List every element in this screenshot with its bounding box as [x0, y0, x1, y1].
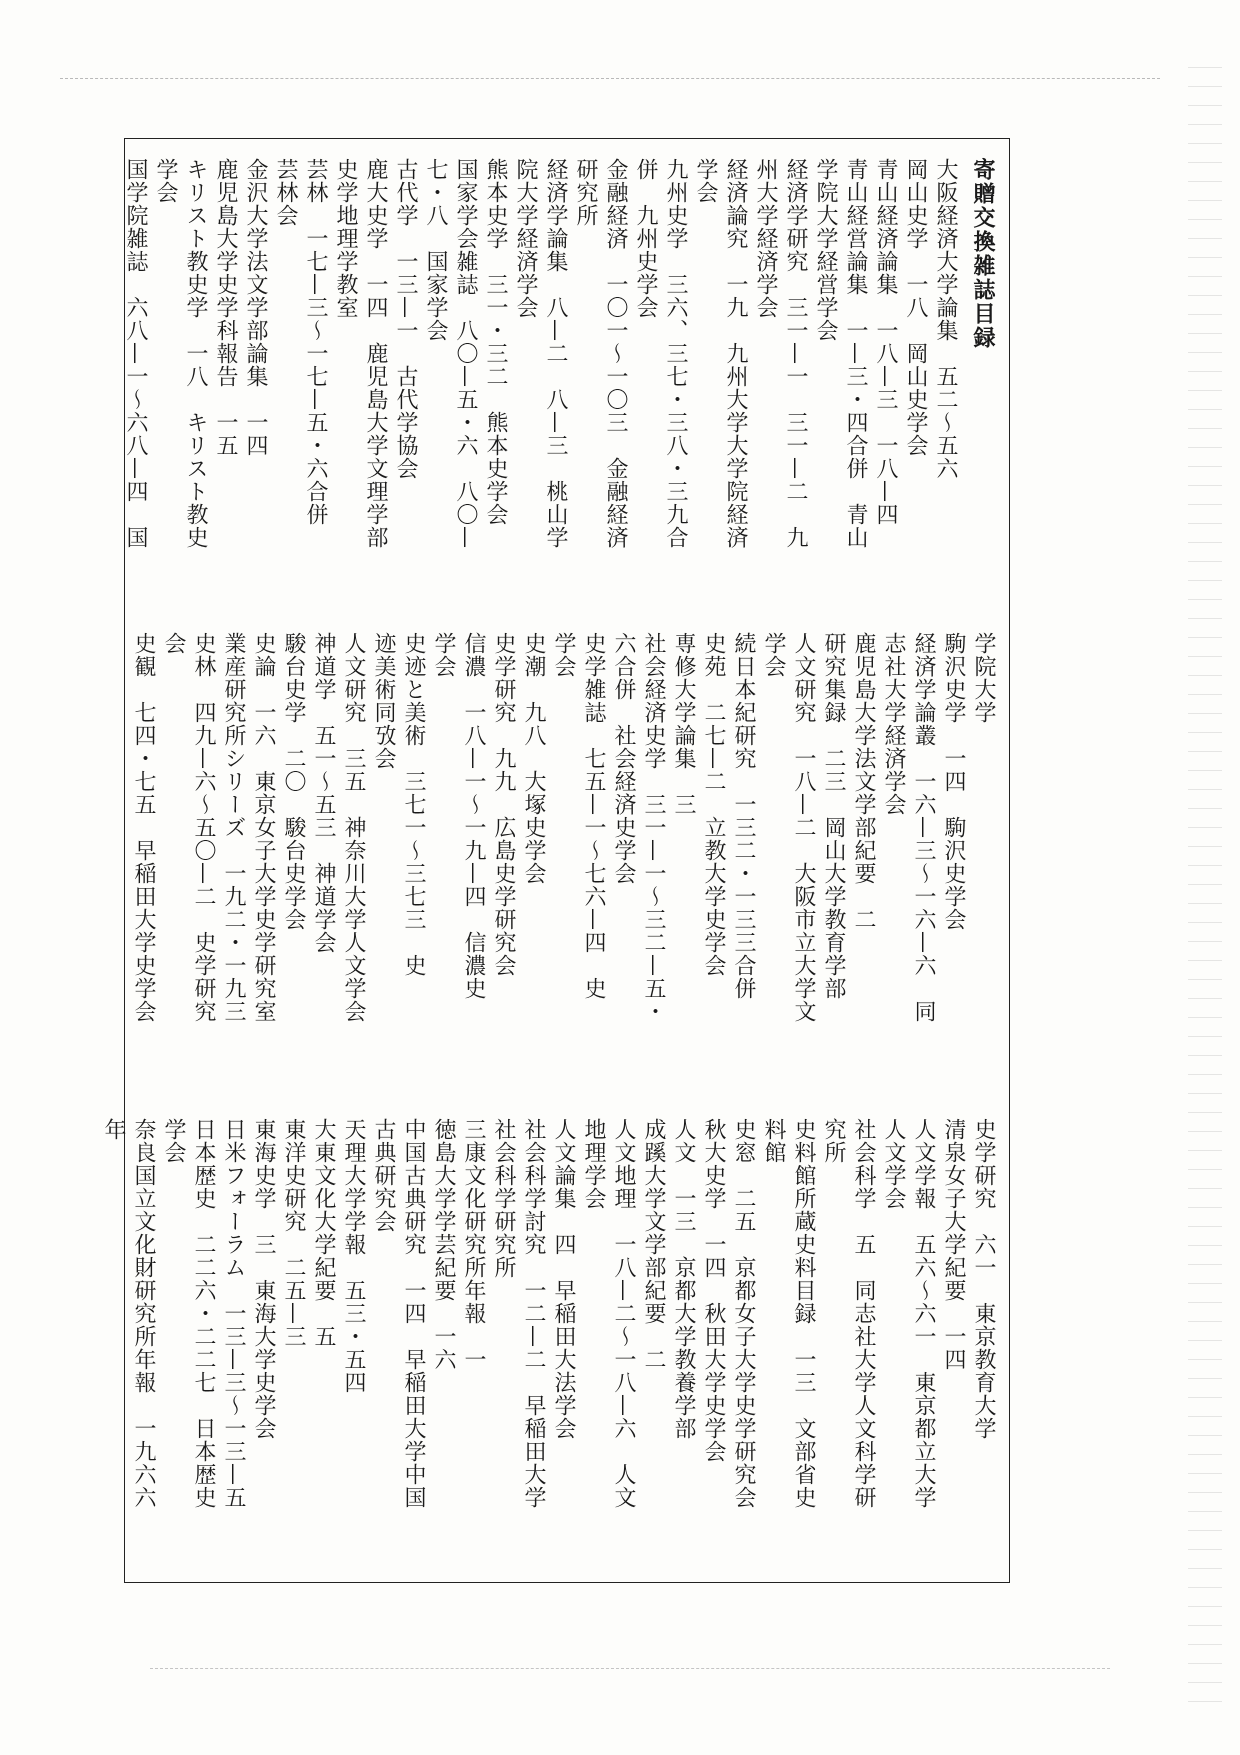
catalog-entry-line: 史苑 二七—二 立教大学史学会	[701, 632, 726, 977]
catalog-entry-line: 学会	[153, 158, 178, 204]
catalog-entry-line: 人文 一三 京都大学教養学部	[671, 1118, 696, 1440]
catalog-entry-line: 六合併 社会経済史学会	[611, 632, 636, 885]
catalog-section-2	[131, 632, 998, 1077]
catalog-entry-line: 古典研究会	[371, 1118, 396, 1233]
catalog-entry-line: 経済論究 一九 九州大学大学院経済	[723, 158, 748, 549]
catalog-entry-line: 国学院雑誌 六八—一〜六八—四 国	[123, 158, 148, 549]
catalog-entry-line: 三康文化研究所年報 一	[461, 1118, 486, 1371]
catalog-entry-line: 学会	[431, 632, 456, 678]
catalog-entry-line: 鹿児島大学史学科報告 一五	[213, 158, 238, 457]
catalog-entry-line: 鹿児島大学法文学部紀要 二	[851, 632, 876, 931]
catalog-entry-line: 年	[101, 1118, 126, 1141]
catalog-entry-line: 神道学 五一〜五三 神道学会	[311, 632, 336, 954]
catalog-entry-line: 人文研究 一八—二 大阪市立大学文	[791, 632, 816, 1023]
catalog-entry-line: 金融経済 一〇一〜一〇三 金融経済	[603, 158, 628, 549]
scan-edge-right	[1188, 60, 1222, 1720]
catalog-entry-line: 芸林 一七—三〜一七—五・六合併	[303, 158, 328, 526]
catalog-section-1	[123, 158, 998, 598]
page-title: 寄贈交換雑誌目録	[970, 158, 996, 350]
catalog-entry-line: 史窓 二五 京都女子大学史学研究会	[731, 1118, 756, 1509]
catalog-entry-line: 志社大学経済学会	[881, 632, 906, 816]
catalog-entry-line: 芸林会	[273, 158, 298, 227]
catalog-entry-line: 経済学論集 八—二 八—三 桃山学	[543, 158, 568, 549]
catalog-entry-line: 熊本史学 三一・三二 熊本史学会	[483, 158, 508, 526]
catalog-entry-line: 史料館所蔵史料目録 一三 文部省史	[791, 1118, 816, 1509]
catalog-entry-line: 続日本紀研究 一三二・一三三合併	[731, 632, 756, 1000]
catalog-entry-line: 日米フォーラム 一三—三〜一三—五	[221, 1118, 246, 1509]
catalog-entry-line: 徳島大学学芸紀要 一六	[431, 1118, 456, 1371]
catalog-entry-line: 併 九州史学会	[633, 158, 658, 319]
catalog-entry-line: 社会科学 五 同志社大学人文科学研	[851, 1118, 876, 1509]
catalog-entry-line: 学会	[551, 632, 576, 678]
catalog-entry-line: 学会	[693, 158, 718, 204]
catalog-entry-line: 社会科学研究所	[491, 1118, 516, 1279]
catalog-entry-line: 清泉女子大学紀要 一四	[941, 1118, 966, 1371]
catalog-entry-line: 古代学 一三—一 古代学協会	[393, 158, 418, 480]
catalog-entry-line: 史学雑誌 七五—一〜七六—四 史	[581, 632, 606, 1000]
catalog-entry-line: 秋大史学 一四 秋田大学史学会	[701, 1118, 726, 1463]
catalog-entry-line: 史観 七四・七五 早稲田大学史学会	[131, 632, 156, 1023]
catalog-entry-line: 七・八 国家学会	[423, 158, 448, 342]
catalog-entry-line: 金沢大学法文学部論集 一四	[243, 158, 268, 457]
catalog-entry-line: 人文学会	[881, 1118, 906, 1210]
catalog-entry-line: 史学研究 六一 東京教育大学	[971, 1118, 996, 1440]
scan-edge-top	[60, 78, 1160, 79]
catalog-entry-line: 料館	[761, 1118, 786, 1164]
scan-edge-bottom	[150, 1668, 1110, 1669]
catalog-entry-line: 業産研究所シリーズ 一九二・一九三	[221, 632, 246, 1023]
catalog-entry-line: 地理学会	[581, 1118, 606, 1210]
catalog-entry-line: 鹿大史学 一四 鹿児島大学文理学部	[363, 158, 388, 549]
catalog-entry-line: 奈良国立文化財研究所年報 一九六六	[131, 1118, 156, 1509]
catalog-entry-line: 迹美術同攷会	[371, 632, 396, 770]
catalog-entry-line: 成蹊大学文学部紀要 二	[641, 1118, 666, 1371]
catalog-entry-line: キリスト教史学 一八 キリスト教史	[183, 158, 208, 549]
catalog-entry-line: 中国古典研究 一四 早稲田大学中国	[401, 1118, 426, 1509]
catalog-entry-line: 人文研究 三五 神奈川大学人文学会	[341, 632, 366, 1023]
catalog-entry-line: 駿台史学 二〇 駿台史学会	[281, 632, 306, 931]
catalog-entry-line: 社会科学討究 一二—二 早稲田大学	[521, 1118, 546, 1509]
catalog-entry-line: 東海史学 三 東海大学史学会	[251, 1118, 276, 1440]
catalog-entry-line: 青山経営論集 一—三・四合併 青山	[843, 158, 868, 549]
catalog-section-3	[101, 1118, 998, 1563]
catalog-entry-line: 史学研究 九九 広島史学研究会	[491, 632, 516, 977]
catalog-entry-line: 大阪経済大学論集 五二〜五六	[933, 158, 958, 480]
catalog-entry-line: 州大学経済学会	[753, 158, 778, 319]
catalog-entry-line: 信濃 一八—一〜一九—四 信濃史	[461, 632, 486, 1000]
catalog-entry-line: 天理大学学報 五三・五四	[341, 1118, 366, 1394]
catalog-entry-line: 研究所	[573, 158, 598, 227]
catalog-entry-line: 専修大学論集 三	[671, 632, 696, 816]
catalog-entry-line: 駒沢史学 一四 駒沢史学会	[941, 632, 966, 931]
catalog-entry-line: 経済学研究 三一—一 三一—二 九	[783, 158, 808, 549]
catalog-entry-line: 人文論集 四 早稲田大法学会	[551, 1118, 576, 1440]
catalog-entry-line: 史論 一六 東京女子大学史学研究室	[251, 632, 276, 1023]
catalog-entry-line: 究所	[821, 1118, 846, 1164]
catalog-entry-line: 東洋史研究 二五—三	[281, 1118, 306, 1348]
catalog-entry-line: 人文学報 五六〜六一 東京都立大学	[911, 1118, 936, 1509]
catalog-entry-line: 国家学会雑誌 八〇—五・六 八〇—	[453, 158, 478, 549]
catalog-entry-line: 学院大学経営学会	[813, 158, 838, 342]
catalog-entry-line: 会	[161, 632, 186, 655]
catalog-entry-line: 経済学論叢 一六—三〜一六—六 同	[911, 632, 936, 1023]
catalog-entry-line: 史潮 九八 大塚史学会	[521, 632, 546, 885]
catalog-entry-line: 日本歴史 二二六・二二七 日本歴史	[191, 1118, 216, 1509]
catalog-entry-line: 学会	[761, 632, 786, 678]
catalog-entry-line: 九州史学 三六、三七・三八・三九合	[663, 158, 688, 549]
catalog-entry-line: 史学地理学教室	[333, 158, 358, 319]
catalog-entry-line: 大東文化大学紀要 五	[311, 1118, 336, 1348]
catalog-entry-line: 史林 四九—六〜五〇—二 史学研究	[191, 632, 216, 1023]
catalog-entry-line: 史迹と美術 三七一〜三七三 史	[401, 632, 426, 977]
catalog-entry-line: 学院大学	[971, 632, 996, 724]
catalog-entry-line: 岡山史学 一八 岡山史学会	[903, 158, 928, 457]
catalog-entry-line: 院大学経済学会	[513, 158, 538, 319]
catalog-entry-line: 人文地理 一八—二〜一八—六 人文	[611, 1118, 636, 1509]
catalog-entry-line: 青山経済論集 一八—三 一八—四	[873, 158, 898, 526]
catalog-entry-line: 社会経済史学 三一—一〜三二—五・	[641, 632, 666, 1023]
catalog-entry-line: 研究集録 二三 岡山大学教育学部	[821, 632, 846, 1000]
catalog-entry-line: 学会	[161, 1118, 186, 1164]
